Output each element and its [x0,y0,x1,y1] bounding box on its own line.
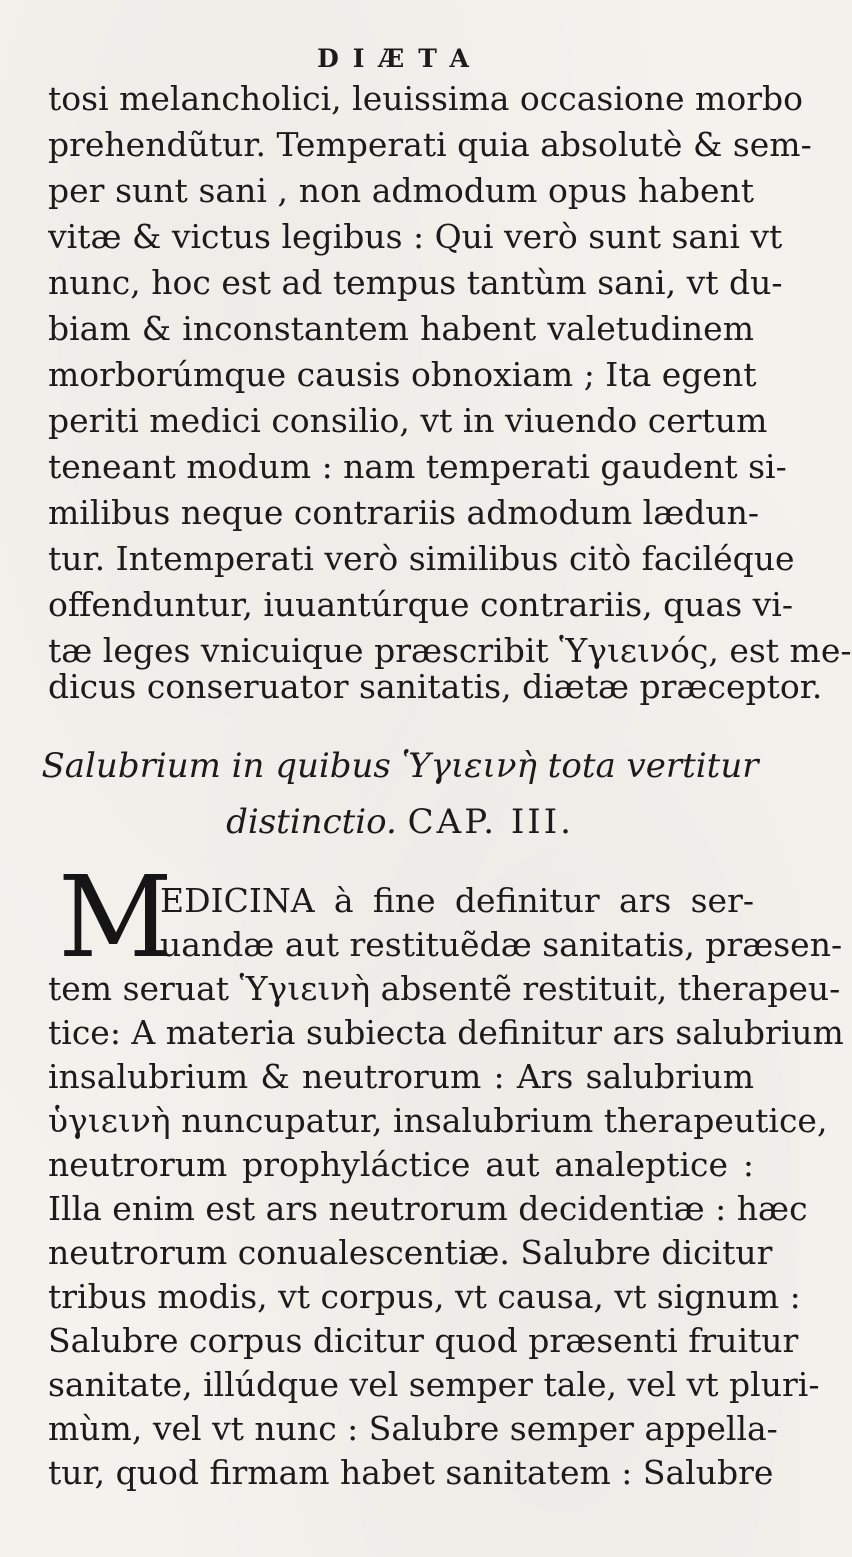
chapter-heading-second-line [0,800,800,844]
text-line: Illa enim est ars neutrorum decidentiæ : hæc [48,1189,808,1228]
text-line: neutrorum prophyláctice aut analeptice : [48,1145,754,1184]
text-line: teneant modum : nam temperati gaudent si- [48,447,787,486]
chapter-number: CAP. III. [407,802,574,842]
text-line: periti medici consilio, vt in viuendo certum [48,401,768,440]
text-line: per sunt sani , non admodum opus habent [48,171,754,210]
text-line: tosi melancholici, leuissima occasione morbo [48,79,803,118]
chapter-heading [0,744,800,788]
text-line: tice: A materia subiecta definitur ars salubrium [48,1013,844,1052]
text-line: neutrorum conualescentiæ. Salubre dicitur [48,1233,773,1272]
text-line: Salubre corpus dicitur quod præsenti fruitur [48,1321,799,1360]
text-line: tur, quod firmam habet sanitatem : Salubre [48,1453,774,1492]
text-line: offenduntur, iuuantúrque contrariis, quas vi- [48,585,793,624]
text-line: biam & inconstantem habent valetudinem [48,309,754,348]
text-line: tribus modis, vt corpus, vt causa, vt signum : [48,1277,801,1316]
drop-cap: M [58,853,173,983]
text-line: tem seruat Ὑγιεινὴ absentẽ restituit, therapeu- [48,969,841,1008]
text-line: vitæ & victus legibus : Qui verò sunt sani vt [48,217,783,256]
text-line: prehendũtur. Temperati quia absolutè & sem- [48,125,812,164]
text-line: milibus neque contrariis admodum lædun- [48,493,760,532]
text-line: uandæ aut restituẽdæ sanitatis, præsen- [160,925,843,964]
text-line: dicus conseruator sanitatis, diætæ præceptor. [48,667,823,706]
text-line: mùm, vel vt nunc : Salubre semper appella- [48,1409,778,1448]
text-line: tur. Intemperati verò similibus citò faciléque [48,539,795,578]
text-line: tæ leges vnicuique præscribit Ὑγιεινός, est me- [48,631,852,670]
text-line: nunc, hoc est ad tempus tantùm sani, vt du- [48,263,783,302]
running-head: DIÆTA [317,44,483,73]
chapter-heading-line1: Salubrium in quibus Ὑγιεινὴ tota vertitur [41,746,759,786]
text-line: ὑγιεινὴ nuncupatur, insalubrium therapeutice, [48,1101,828,1140]
text-line: morborúmque causis obnoxiam ; Ita egent [48,355,757,394]
text-line: sanitate, illúdque vel semper tale, vel vt pluri- [48,1365,820,1404]
text-line: insalubrium & neutrorum : Ars salubrium [48,1057,754,1096]
text-line: EDICINA à fine definitur ars ser- [160,881,754,920]
chapter-heading-line2: distinctio. [226,802,397,842]
